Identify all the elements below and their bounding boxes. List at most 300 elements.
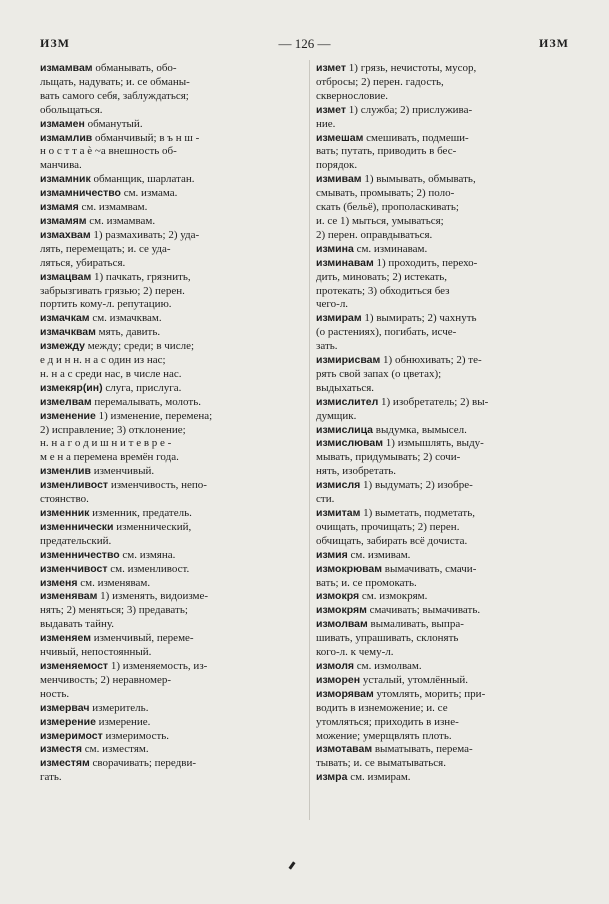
entry-line: [40, 132, 302, 146]
entry-line: [40, 757, 302, 771]
headword: измамник: [40, 173, 91, 186]
definition-text: 1) измышлять, выду-: [385, 437, 484, 450]
definition-text: сти.: [316, 493, 335, 506]
headword: изменник: [40, 507, 90, 519]
dictionary-entry: [40, 743, 302, 757]
entry-line: [316, 90, 578, 104]
definition-text: 1) выдумать; 2) изобре-: [363, 479, 473, 492]
entry-line: [40, 298, 302, 312]
definition-text: см. измамвам.: [81, 201, 148, 214]
definition-text: н о с т т а ѐ ~а внешность об-: [40, 145, 177, 158]
dictionary-entry: [316, 424, 578, 438]
definition-text: усталый, утомлённый.: [362, 673, 468, 686]
definition-text: см. измама.: [123, 187, 178, 200]
definition-text: 1) служба; 2) прислужива-: [348, 103, 473, 116]
dictionary-entry: [316, 257, 578, 313]
entry-line: [316, 507, 578, 521]
definition-text: см. измолвам.: [356, 659, 422, 672]
definition-text: обманутый.: [87, 117, 143, 130]
headword: измокрювам: [316, 562, 383, 575]
definition-text: слуга, прислуга.: [105, 381, 182, 394]
entry-line: [40, 604, 302, 618]
entry-line: [40, 62, 302, 76]
entry-line: [40, 145, 302, 159]
headword: измамен: [40, 117, 85, 130]
definition-text: нчивый, непостоянный.: [40, 646, 152, 659]
entry-line: [40, 215, 302, 229]
entry-line: [40, 437, 302, 451]
entry-line: [40, 716, 302, 730]
definition-text: выдыхаться.: [316, 381, 375, 394]
dictionary-entry: [316, 590, 578, 604]
definition-text: мять, давить.: [98, 326, 161, 339]
dictionary-entry: [40, 340, 302, 382]
dictionary-entry: [40, 132, 302, 174]
headword: измокря: [316, 590, 360, 603]
definition-text: зать.: [316, 340, 338, 353]
headword: изместя: [40, 743, 82, 756]
entry-line: [316, 298, 578, 312]
dictionary-entry: [40, 730, 302, 744]
entry-line: [316, 493, 578, 507]
headword: изменнически: [40, 520, 114, 533]
dictionary-entry: [316, 62, 578, 104]
entry-line: [316, 437, 578, 451]
definition-text: кого-л. к чему-л.: [316, 646, 394, 659]
entry-line: [40, 743, 302, 757]
headword: измерение: [40, 715, 96, 728]
definition-text: скать (бельё), прополаскивать;: [316, 201, 459, 214]
entry-line: [40, 465, 302, 479]
headword: измра: [316, 771, 348, 784]
definition-text: (о растениях), погибать, исче-: [316, 326, 457, 339]
entry-line: [40, 285, 302, 299]
entry-line: [40, 688, 302, 702]
definition-text: 1) выметать, подметать,: [363, 507, 475, 519]
entry-line: [316, 62, 578, 76]
entry-line: [316, 382, 578, 396]
dictionary-entry: [316, 674, 578, 688]
entry-line: [40, 229, 302, 243]
headword: изменлив: [40, 465, 91, 478]
definition-text: вымаливать, выпра-: [370, 618, 464, 631]
definition-text: смывать, промывать; 2) поло-: [316, 187, 455, 200]
entry-line: [316, 646, 578, 660]
headword: измекяр(ин): [40, 381, 103, 394]
definition-text: см. измокрям.: [361, 590, 428, 603]
entry-line: [316, 577, 578, 591]
headword: измотавам: [316, 743, 373, 756]
entry-line: [316, 563, 578, 577]
entry-line: [40, 354, 302, 368]
definition-text: протекать; 3) обходиться без: [316, 284, 450, 297]
dictionary-entry: [40, 563, 302, 577]
headword: измамям: [40, 214, 87, 227]
definition-text: тывать; и. се выматываться.: [316, 757, 446, 770]
definition-text: 1) вымирать; 2) чахнуть: [364, 312, 477, 325]
headword: измивам: [316, 173, 362, 186]
headword: изменение: [40, 409, 96, 422]
definition-text: ляться, убираться.: [40, 256, 126, 269]
definition-text: вать; путать, приводить в бес-: [316, 145, 457, 158]
definition-text: изменник, предатель.: [92, 507, 192, 519]
dictionary-entry: [40, 479, 302, 507]
entry-line: [316, 521, 578, 535]
dictionary-entry: [40, 187, 302, 201]
definition-text: забрызгивать грязью; 2) перен.: [40, 284, 185, 297]
headword: измолвам: [316, 618, 368, 631]
entry-line: [40, 90, 302, 104]
headword: измамя: [40, 201, 79, 214]
dictionary-entry: [316, 437, 578, 479]
entry-line: [40, 201, 302, 215]
entry-line: [40, 257, 302, 271]
entry-line: [316, 632, 578, 646]
definition-text: обманывать, обо-: [95, 62, 177, 74]
definition-text: 1) пачкать, грязнить,: [94, 270, 191, 283]
entry-line: [316, 271, 578, 285]
headword: измина: [316, 242, 354, 255]
definition-text: см. изминавам.: [356, 242, 428, 255]
definition-text: нять; 2) меняться; 3) предавать;: [40, 604, 188, 617]
headword: измеримост: [40, 729, 103, 742]
entry-line: [40, 424, 302, 438]
definition-text: льщать, надувать; и. се обманы-: [40, 75, 190, 88]
entry-line: [40, 479, 302, 493]
dictionary-entry: [316, 618, 578, 660]
dictionary-entry: [316, 688, 578, 744]
definition-text: смешивать, подмеши-: [366, 131, 469, 144]
entry-line: [316, 257, 578, 271]
entry-line: [316, 757, 578, 771]
entry-line: [40, 187, 302, 201]
entry-line: [40, 535, 302, 549]
definition-text: утомляться; приходить в изне-: [316, 715, 459, 728]
dictionary-entry: [316, 132, 578, 174]
entry-line: [316, 145, 578, 159]
definition-text: см. измивам.: [350, 548, 411, 561]
definition-text: сворачивать; передви-: [92, 757, 197, 770]
entry-line: [40, 340, 302, 354]
left-column: [40, 62, 302, 785]
entry-line: [316, 618, 578, 632]
definition-text: изменчивый.: [93, 465, 155, 478]
entry-line: [316, 451, 578, 465]
entry-line: [316, 771, 578, 785]
entry-line: [316, 688, 578, 702]
entry-line: [316, 215, 578, 229]
definition-text: дить, миновать; 2) истекать,: [316, 270, 448, 283]
entry-line: [40, 312, 302, 326]
dictionary-entry: [40, 577, 302, 591]
dictionary-entry: [40, 590, 302, 632]
definition-text: измеримость.: [105, 729, 170, 742]
definition-text: чего-л.: [316, 298, 349, 311]
entry-line: [40, 771, 302, 785]
entry-line: [40, 563, 302, 577]
entry-line: [316, 716, 578, 730]
entry-line: [40, 549, 302, 563]
dictionary-entry: [40, 660, 302, 702]
entry-line: [40, 618, 302, 632]
dictionary-entry: [40, 62, 302, 118]
definition-text: 1) изменение, перемена;: [98, 409, 213, 422]
definition-text: измерение.: [98, 715, 151, 728]
entry-line: [40, 493, 302, 507]
definition-text: см. изменявам.: [80, 576, 151, 589]
definition-text: выдумка, вымысел.: [375, 423, 467, 436]
headword: измия: [316, 548, 348, 561]
definition-text: обманщик, шарлатан.: [93, 173, 195, 186]
entry-line: [40, 590, 302, 604]
entry-line: [316, 229, 578, 243]
entry-line: [316, 132, 578, 146]
entry-line: [316, 743, 578, 757]
dictionary-entry: [40, 410, 302, 466]
headword: измамничество: [40, 187, 121, 200]
definition-text: выматывать, перема-: [374, 743, 473, 756]
headword: измирисвам: [316, 354, 381, 367]
dictionary-entry: [316, 660, 578, 674]
definition-text: портить кому-л. репутацию.: [40, 298, 172, 311]
definition-text: нять, изобретать.: [316, 465, 397, 478]
headword: измисля: [316, 479, 361, 492]
headword: измелвам: [40, 395, 92, 408]
headword: изморен: [316, 673, 361, 686]
dictionary-entry: [40, 271, 302, 313]
entry-line: [316, 243, 578, 257]
headword: измоля: [316, 659, 354, 672]
definition-text: см. измачквам.: [92, 312, 162, 325]
definition-text: изменнический,: [116, 520, 192, 533]
right-column: [316, 62, 578, 785]
entry-line: [316, 340, 578, 354]
entry-line: [316, 660, 578, 674]
page-number: — 126 —: [278, 36, 331, 51]
headword: измачквам: [40, 326, 96, 339]
entry-line: [316, 674, 578, 688]
definition-text: сквернословие.: [316, 89, 388, 102]
headword: изместям: [40, 757, 90, 770]
entry-line: [40, 173, 302, 187]
headword: измахвам: [40, 228, 91, 241]
entry-line: [40, 382, 302, 396]
entry-line: [40, 104, 302, 118]
definition-text: н. н а с среди нас, в числе нас.: [40, 367, 182, 380]
entry-line: [40, 410, 302, 424]
headword: измацвам: [40, 270, 92, 283]
entry-line: [40, 368, 302, 382]
entry-line: [40, 396, 302, 410]
entry-line: [316, 312, 578, 326]
definition-text: 1) вымывать, обмывать,: [364, 173, 476, 186]
entry-line: [316, 424, 578, 438]
entry-line: [316, 535, 578, 549]
definition-text: н. н а г о д и ш н и т е в р е -: [40, 437, 172, 450]
headword: изменя: [40, 576, 78, 589]
definition-text: и. се 1) мыться, умываться;: [316, 214, 444, 227]
dictionary-entry: [316, 104, 578, 132]
definition-text: перемалывать, молоть.: [94, 395, 201, 408]
dictionary-entry: [40, 229, 302, 271]
definition-text: см. изместям.: [84, 743, 149, 756]
headword: измет: [316, 62, 347, 74]
entry-line: [40, 118, 302, 132]
headword: измирам: [316, 312, 362, 325]
dictionary-entry: [40, 118, 302, 132]
dictionary-entry: [40, 521, 302, 549]
entry-line: [40, 507, 302, 521]
entry-line: [40, 521, 302, 535]
definition-text: шивать, упрашивать, склонять: [316, 632, 459, 645]
definition-text: между; среди; в числе;: [87, 340, 195, 353]
dictionary-entry: [40, 215, 302, 229]
dictionary-entry: [316, 507, 578, 549]
dictionary-entry: [316, 549, 578, 563]
entry-line: [316, 326, 578, 340]
entry-line: [316, 201, 578, 215]
definition-text: предательский.: [40, 534, 112, 547]
headword: изменявам: [40, 590, 98, 603]
dictionary-entry: [40, 173, 302, 187]
headword: измислица: [316, 423, 374, 436]
headword: изменяем: [40, 632, 91, 645]
running-head-right: ИЗМ: [539, 36, 569, 50]
entry-line: [316, 368, 578, 382]
definition-text: мывать, придумывать; 2) сочи-: [316, 451, 461, 464]
running-head-left: ИЗМ: [40, 36, 70, 50]
definition-text: вать самого себя, заблуждаться;: [40, 89, 189, 102]
entry-line: [316, 118, 578, 132]
dictionary-entry: [316, 354, 578, 396]
ink-mark: [288, 861, 295, 869]
entry-line: [316, 549, 578, 563]
definition-text: 1) проходить, перехо-: [376, 256, 478, 269]
entry-line: [316, 76, 578, 90]
headword: изменчивост: [40, 562, 108, 575]
entry-line: [316, 604, 578, 618]
entry-line: [40, 702, 302, 716]
entry-line: [316, 396, 578, 410]
entry-line: [40, 76, 302, 90]
dictionary-entry: [316, 771, 578, 785]
definition-text: вать; и. се промокать.: [316, 576, 417, 589]
definition-text: 2) перен. оправдываться.: [316, 228, 433, 241]
entry-line: [40, 632, 302, 646]
headword: изменничество: [40, 548, 120, 561]
entry-line: [40, 243, 302, 257]
definition-text: 1) грязь, нечистоты, мусор,: [348, 62, 477, 74]
definition-text: ние.: [316, 117, 336, 130]
definition-text: изменчивость, непо-: [110, 479, 207, 492]
dictionary-entry: [316, 312, 578, 354]
entry-line: [316, 730, 578, 744]
dictionary-entry: [316, 563, 578, 591]
entry-line: [316, 104, 578, 118]
definition-text: менчивость; 2) неравномер-: [40, 673, 171, 686]
headword: измешам: [316, 131, 364, 144]
definition-text: вымачивать, смачи-: [384, 562, 477, 575]
headword: измокрям: [316, 604, 367, 617]
definition-text: можение; умерщвлять плоть.: [316, 729, 452, 742]
headword: изморявам: [316, 687, 374, 700]
dictionary-entry: [40, 632, 302, 660]
definition-text: смачивать; вымачивать.: [369, 604, 481, 617]
entry-line: [40, 674, 302, 688]
definition-text: лять, перемещать; и. се уда-: [40, 242, 171, 255]
dictionary-entry: [40, 326, 302, 340]
entry-line: [40, 451, 302, 465]
headword: измервач: [40, 701, 90, 714]
entry-line: [316, 173, 578, 187]
dictionary-entry: [40, 716, 302, 730]
definition-text: очищать, прочищать; 2) перен.: [316, 520, 460, 533]
definition-text: думщик.: [316, 409, 357, 422]
definition-text: стоянство.: [40, 493, 89, 506]
dictionary-entry: [316, 173, 578, 243]
definition-text: м е н а перемена времён года.: [40, 451, 179, 464]
entry-line: [40, 159, 302, 173]
headword: измет: [316, 103, 347, 116]
definition-text: е д и н н. н а с один из нас;: [40, 354, 166, 367]
dictionary-entry: [40, 382, 302, 396]
definition-text: рять свой запах (о цветах);: [316, 367, 442, 380]
dictionary-entry: [316, 604, 578, 618]
definition-text: манчива.: [40, 159, 82, 172]
headword: измачкам: [40, 312, 90, 325]
definition-text: порядок.: [316, 159, 358, 172]
definition-text: обчищать, забирать всё дочиста.: [316, 534, 468, 547]
entry-line: [40, 577, 302, 591]
definition-text: гать.: [40, 771, 62, 784]
column-gutter: [309, 60, 310, 820]
dictionary-entry: [40, 702, 302, 716]
definition-text: обманчивый; в ъ н ш -: [94, 131, 200, 144]
headword: измежду: [40, 340, 85, 353]
dictionary-entry: [40, 549, 302, 563]
headword: изминавам: [316, 256, 374, 269]
entry-line: [316, 285, 578, 299]
definition-text: выдавать тайну.: [40, 618, 115, 631]
dictionary-entry: [316, 479, 578, 507]
dictionary-entry: [40, 465, 302, 479]
entry-line: [40, 660, 302, 674]
definition-text: 1) размахивать; 2) уда-: [93, 228, 200, 241]
dictionary-entry: [40, 757, 302, 785]
definition-text: 1) изменяемость, из-: [110, 659, 208, 672]
dictionary-entry: [316, 396, 578, 424]
definition-text: 1) изменять, видоизме-: [100, 590, 209, 603]
definition-text: см. измяна.: [122, 548, 176, 561]
entry-line: [40, 271, 302, 285]
entry-line: [316, 465, 578, 479]
dictionary-entry: [40, 312, 302, 326]
entry-line: [40, 730, 302, 744]
dictionary-entry: [316, 743, 578, 771]
definition-text: водить в изнеможение; и. се: [316, 701, 448, 714]
entry-line: [316, 410, 578, 424]
definition-text: измеритель.: [92, 701, 149, 714]
definition-text: ность.: [40, 687, 70, 700]
definition-text: см. измирам.: [350, 771, 411, 784]
entry-line: [40, 326, 302, 340]
dictionary-entry: [40, 396, 302, 410]
definition-text: отбросы; 2) перен. гадость,: [316, 75, 444, 88]
definition-text: изменчивый, переме-: [93, 632, 194, 645]
headword: изменяемост: [40, 659, 109, 672]
headword: изменливост: [40, 479, 109, 492]
dictionary-entry: [40, 201, 302, 215]
